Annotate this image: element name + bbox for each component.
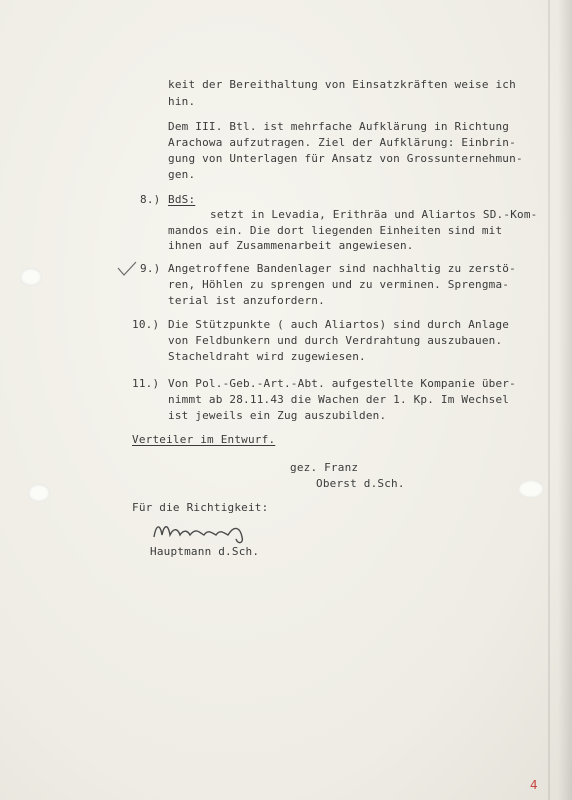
text-line: keit der Bereithaltung von Einsatzkräften weise ich	[168, 78, 516, 91]
text-line: mandos ein. Die dort liegenden Einheiten sind mit	[168, 224, 503, 237]
text-line: setzt in Levadia, Erithräa und Aliartos SD.-Kom-	[210, 208, 538, 221]
item-number: 9.)	[140, 262, 161, 275]
punch-hole	[28, 484, 50, 502]
text-line: gen.	[168, 168, 196, 181]
handwritten-signature	[150, 515, 250, 545]
text-line: Arachowa aufzutragen. Ziel der Aufklärung: Einbrin-	[168, 136, 516, 149]
punch-hole	[20, 268, 42, 286]
text-line: nimmt ab 28.11.43 die Wachen der 1. Kp. Im Wechsel	[168, 393, 510, 406]
signer-rank: Oberst d.Sch.	[316, 477, 405, 490]
signed-name: gez. Franz	[290, 461, 359, 474]
text-line: hin.	[168, 95, 196, 108]
text-line: Angetroffene Bandenlager sind nachhaltig zu zerstö-	[168, 262, 516, 275]
certification-label: Für die Richtigkeit:	[132, 501, 269, 514]
page-edge-shadow	[558, 0, 572, 800]
item-number: 11.)	[132, 377, 160, 390]
text-line: Stacheldraht wird zugewiesen.	[168, 350, 366, 363]
item-number: 10.)	[132, 318, 160, 331]
signer-rank: Hauptmann d.Sch.	[150, 545, 260, 558]
text-line: terial ist anzufordern.	[168, 294, 325, 307]
text-line: Von Pol.-Geb.-Art.-Abt. aufgestellte Kompanie über-	[168, 377, 516, 390]
item-number: 8.)	[140, 193, 161, 206]
text-line: von Feldbunkern und durch Verdrahtung auszubauen.	[168, 334, 503, 347]
text-line: Dem III. Btl. ist mehrfache Aufklärung in Richtung	[168, 120, 510, 133]
section-heading-bds: BdS:	[168, 193, 196, 206]
distribution-note: Verteiler im Entwurf.	[132, 433, 276, 446]
text-line: ren, Höhlen zu sprengen und zu verminen. Sprengma-	[168, 278, 510, 291]
checkmark-icon	[116, 260, 138, 278]
page-number: 4	[530, 778, 538, 792]
text-line: ist jeweils ein Zug auszubilden.	[168, 409, 387, 422]
punch-hole	[518, 480, 544, 498]
page-fold-line	[548, 0, 550, 800]
text-line: Die Stützpunkte ( auch Aliartos) sind durch Anlage	[168, 318, 510, 331]
text-line: gung von Unterlagen für Ansatz von Grossunternehmun-	[168, 152, 523, 165]
text-line: ihnen auf Zusammenarbeit angewiesen.	[168, 239, 414, 252]
